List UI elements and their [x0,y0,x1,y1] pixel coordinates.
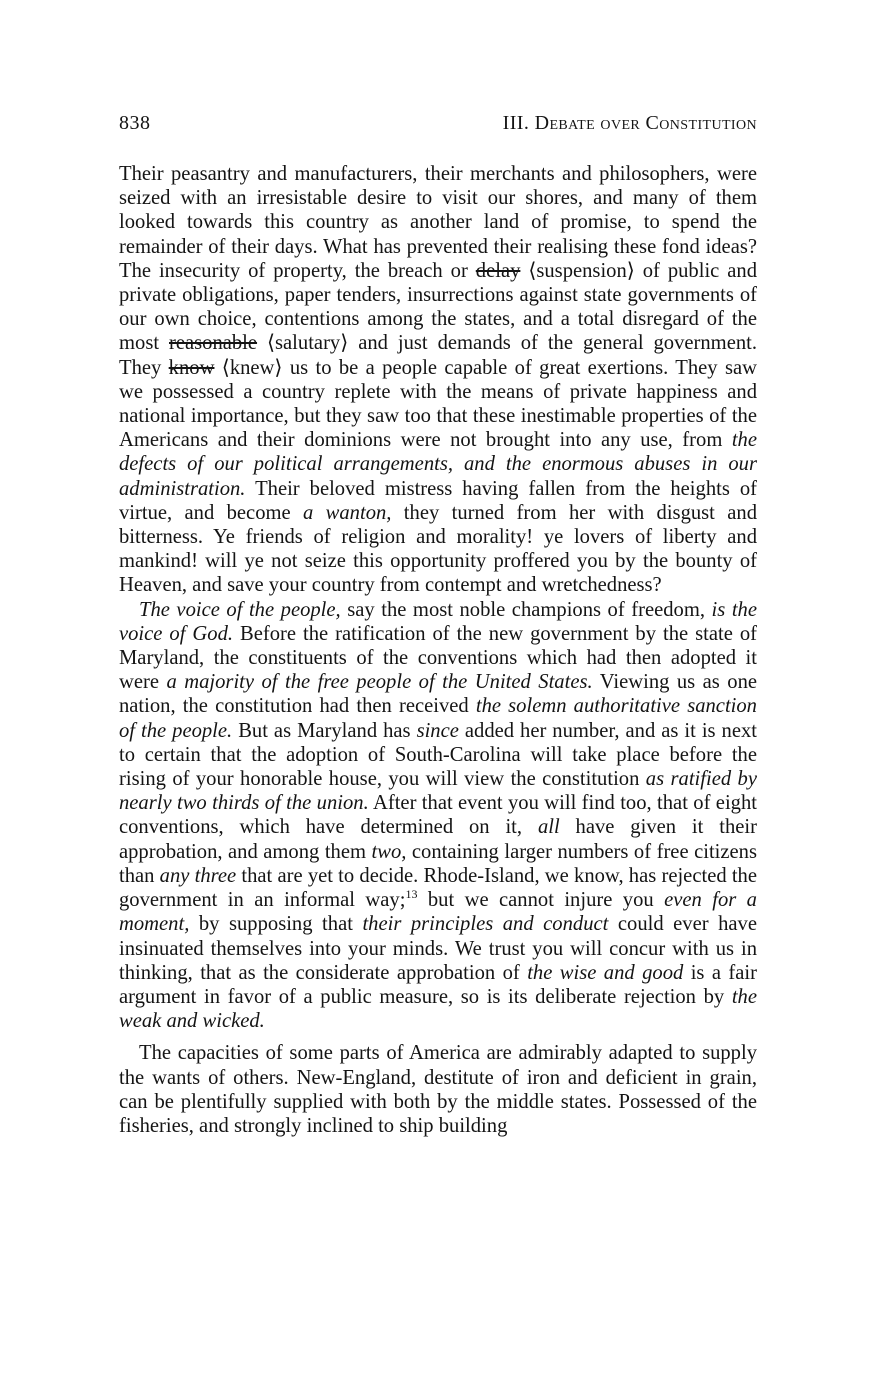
italic-text: a majority of the free people of the United States. [166,671,593,694]
text-run: The capacities of some parts of America are admirably adapted to supply the wants of others. New-England, destitute of iron and deficient in grain, can be plentifully supplied with both by the middle states. Possessed of the fisheries, and strongly inclined to ship building [119,1042,757,1137]
struck-text: reasonable [169,332,258,355]
italic-text: two, [371,840,407,863]
italic-text: the wise and good [527,961,684,984]
text-run: After that event you will find too, that of eight conventions, which have determined on it, [119,792,757,839]
italic-text: is the voice of God. [119,598,757,645]
text-run: they turned from her with disgust and bitterness. Ye friends of religion and morality! ye lovers of liberty and mankind! will ye not seize this opportunity proffered you by the bounty of Heaven, and save your country from contempt and wretchedness? [119,501,757,597]
italic-text: since [416,719,459,742]
text-run: but we cannot injure you [417,889,665,912]
page-header [119,108,757,138]
text-run: say the most noble champions of freedom, [340,598,712,621]
text-run: added her number, and as it is next to certain that the adoption of South-Carolina will take place before the rising of your honorable house, you will view the constitution [119,719,757,791]
struck-text: delay [475,259,521,282]
italic-text: even for a moment, [119,889,757,936]
body-text [119,162,757,1138]
italic-text: The voice of the people, [139,598,341,621]
text-run: Their peasantry and manufacturers, their merchants and philosophers, were seized with an irresistable desire to visit our shores, and many of them looked towards this country as another land of promise, to spend the remainder of their days. What has prevented their realising these fond ideas? The insecurity of property, the breach or [119,163,757,282]
text-run: have given it their approbation, and among them [119,816,757,863]
paragraph [119,1041,757,1138]
text-run: by supposing that [189,913,363,936]
text-run: Their beloved mistress having fallen from the heights of virtue, and become [119,477,757,524]
italic-text: the weak and wicked. [119,985,757,1033]
text-run: is a fair argument in favor of a public measure, so is its deliberate rejection by [119,961,757,1008]
italic-text: any three [159,864,237,887]
italic-text: all [537,816,560,839]
italic-text: their principles and conduct [362,913,609,936]
italic-text: the defects of our political arrangements, and the enormous abuses in our administration. [119,429,757,500]
text-run: that are yet to decide. Rhode-Island, we know, has rejected the government in an informal way; [119,864,757,912]
text-run: could ever have insinuated themselves into your minds. We trust you will concur with us in thinking, that as the considerate approbation of [119,913,757,984]
italic-text: the solemn authoritative sanction of the people. [119,695,757,742]
text-run: Viewing us as one nation, the constitution had then received [119,671,758,718]
text-run: containing larger numbers of free citizens than [119,840,757,887]
italic-text: a wanton, [303,501,392,524]
struck-text: know [168,356,215,379]
text-run: Before the ratification of the new government by the state of Maryland, the constituents of the conventions which had then adopted it were [119,622,758,694]
text-run: ⟨knew⟩ us to be a people capable of great exertions. They saw we possessed a country replete with the means of private happiness and national importance, but they saw too that these inestimable properties of the Americans and their dominions were not brought into any use, from [119,356,757,452]
page-number: 838 [119,112,151,134]
paragraph [119,162,757,598]
text-run: ⟨salutary⟩ and just demands of the general government. They [119,332,757,379]
text-run: ⟨suspension⟩ of public and private obligations, paper tenders, insurrections against state governments of our own choice, contentions among the states, and a total disregard of the most [119,259,757,355]
italic-text: as ratified by nearly two thirds of the union. [119,768,757,815]
text-run: But as Maryland has [232,719,417,742]
running-head: III. Debate over Constitution [502,112,757,134]
paragraph [119,598,757,1034]
footnote-ref: 13 [405,887,418,902]
